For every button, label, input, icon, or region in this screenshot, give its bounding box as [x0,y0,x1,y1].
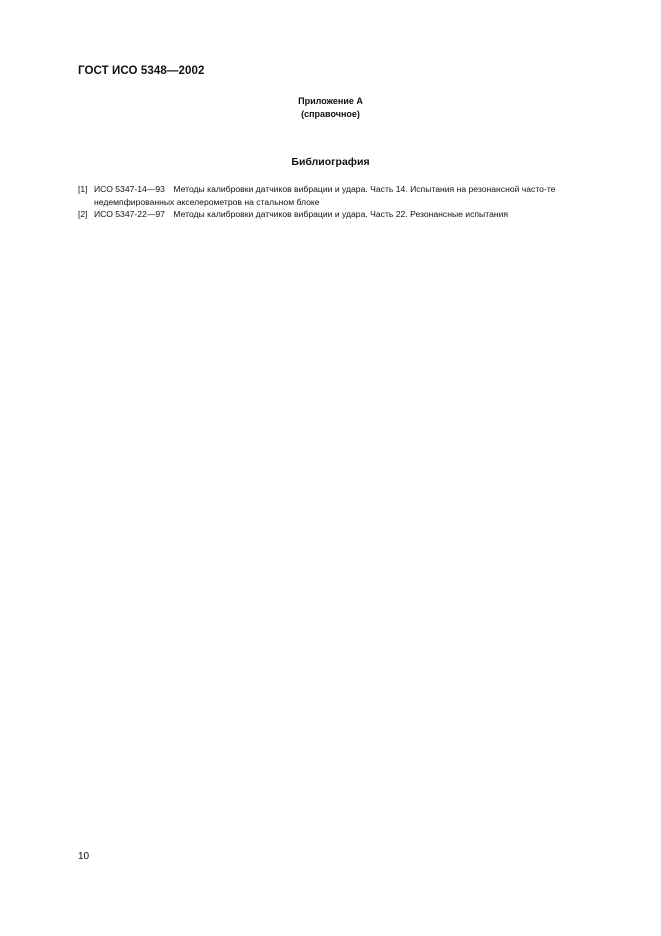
bibliography-item [78,208,618,221]
document-code-header: ГОСТ ИСО 5348—2002 [78,65,205,77]
appendix-title: Приложение А [298,96,363,106]
bibliography-item-code: ИСО 5347-22—97 [94,209,165,219]
bibliography-item-text: Методы калибровки датчиков вибрации и удара. Часть 14. Испытания на резонансной часто-те недемпфированных акселерометров на стальном блоке [94,184,556,207]
bibliography-item-number: [1] [78,184,88,194]
appendix-heading [0,95,661,121]
appendix-subtitle: (справочное) [301,109,360,119]
bibliography-item-text: Методы калибровки датчиков вибрации и удара. Часть 22. Резонансные испытания [173,209,509,219]
bibliography-list [78,183,618,221]
bibliography-item-number: [2] [78,209,88,219]
bibliography-title: Библиография [291,156,370,168]
bibliography-item-code: ИСО 5347-14—93 [94,184,165,194]
bibliography-item [78,183,618,208]
page-number: 10 [78,851,90,862]
